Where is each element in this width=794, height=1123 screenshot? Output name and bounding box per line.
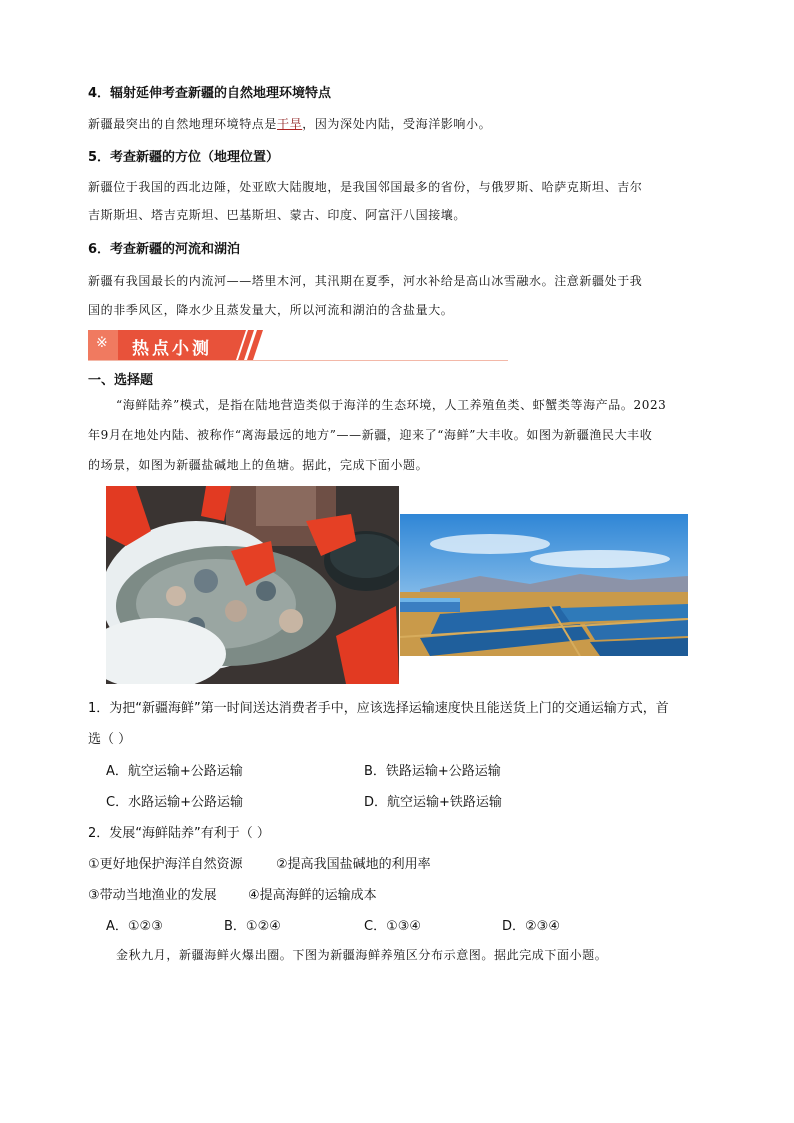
q2-option-a[interactable]: A．①②③ bbox=[106, 919, 163, 934]
section-6-title: 6．考查新疆的河流和湖泊 bbox=[88, 242, 241, 257]
q1-option-a[interactable]: A．航空运输+公路运输 bbox=[106, 764, 243, 779]
section-4-text-pre: 新疆最突出的自然地理环境特点是 bbox=[88, 117, 278, 131]
section-5-line-2: 吉斯斯坦、塔吉克斯坦、巴基斯坦、蒙古、印度、阿富汗八国接壤。 bbox=[88, 208, 467, 222]
intro-line-3: 的场景，如图为新疆盐碱地上的鱼塘。据此，完成下面小题。 bbox=[88, 458, 429, 472]
q2-option-d[interactable]: D．②③④ bbox=[502, 919, 560, 934]
saline-fish-pond-photo bbox=[400, 514, 688, 656]
q2-option-c[interactable]: C．①③④ bbox=[364, 919, 422, 934]
q2-item-2: ②提高我国盐碱地的利用率 bbox=[276, 857, 431, 872]
section-6-line-1: 新疆有我国最长的内流河——塔里木河，其汛期在夏季，河水补给是高山冰雪融水。注意新疆处于我 bbox=[88, 274, 643, 288]
section-5-title: 5．考查新疆的方位（地理位置） bbox=[88, 150, 280, 165]
q2-stem: 2．发展“海鲜陆养”有利于（ ） bbox=[88, 826, 270, 841]
q2-item-3: ③带动当地渔业的发展 bbox=[88, 888, 217, 903]
q1-option-b[interactable]: B．铁路运输+公路运输 bbox=[364, 764, 501, 779]
q1-option-d[interactable]: D．航空运输+铁路运输 bbox=[364, 795, 502, 810]
q1-option-c[interactable]: C．水路运输+公路运输 bbox=[106, 795, 243, 810]
section-6-line-2: 国的非季风区，降水少且蒸发量大，所以河流和湖泊的含盐量大。 bbox=[88, 303, 454, 317]
q2-item-4: ④提高海鲜的运输成本 bbox=[248, 888, 377, 903]
q1-stem-line-1: 1．为把“新疆海鲜”第一时间送达消费者手中，应该选择运输速度快且能送货上门的交通运输方式，首 bbox=[88, 701, 669, 716]
q1-stem-line-2: 选（ ） bbox=[88, 732, 132, 747]
asterism-icon: ※ bbox=[96, 335, 108, 351]
section-4-title: 4．辐射延伸考查新疆的自然地理环境特点 bbox=[88, 86, 332, 101]
hot-quiz-banner bbox=[88, 330, 268, 360]
emphasis-text: 干旱 bbox=[277, 117, 303, 131]
closing-text: 金秋九月，新疆海鲜火爆出圈。下图为新疆海鲜养殖区分布示意图。据此完成下面小题。 bbox=[116, 948, 608, 962]
section-4-text-post: ，因为深处内陆，受海洋影响小。 bbox=[302, 117, 492, 131]
q2-item-1: ①更好地保护海洋自然资源 bbox=[88, 857, 243, 872]
intro-line-1: “海鲜陆养”模式，是指在陆地营造类似于海洋的生态环境，人工养殖鱼类、虾蟹类等海产品。2023 bbox=[116, 398, 667, 412]
intro-line-2: 年9月在地处内陆、被称作“离海最远的地方”——新疆，迎来了“海鲜”大丰收。如图为新疆渔民大丰收 bbox=[88, 428, 653, 442]
q2-option-b[interactable]: B．①②④ bbox=[224, 919, 281, 934]
section-5-line-1: 新疆位于我国的西北边陲，处亚欧大陆腹地，是我国邻国最多的省份，与俄罗斯、哈萨克斯坦、吉尔 bbox=[88, 180, 643, 194]
banner-label: 热点小测 bbox=[132, 339, 212, 359]
choice-section-heading: 一、选择题 bbox=[88, 373, 154, 388]
section-4-text bbox=[88, 116, 491, 132]
crab-harvest-photo bbox=[106, 486, 399, 684]
banner-rule bbox=[88, 360, 508, 361]
